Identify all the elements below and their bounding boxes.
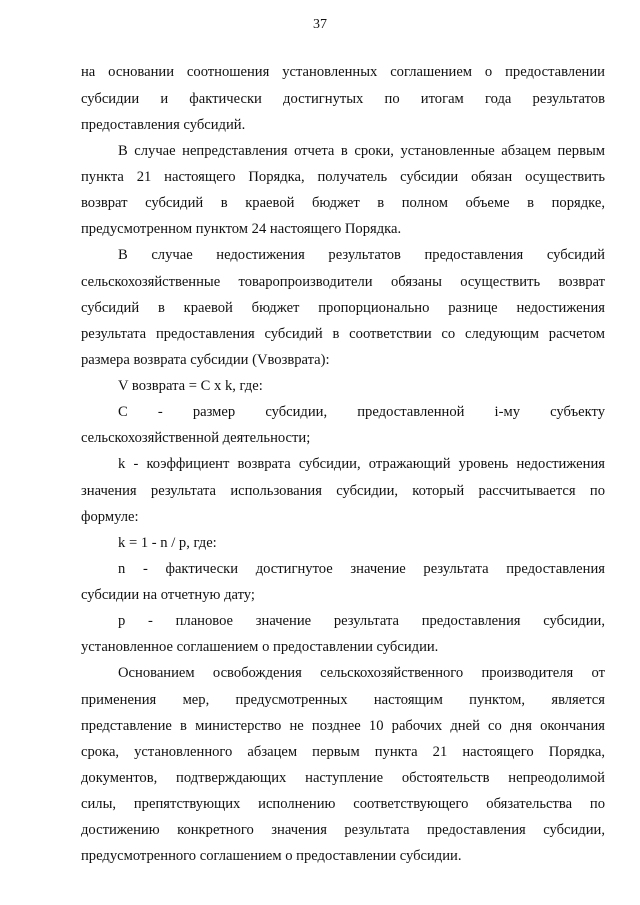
text-line: p - плановое значение результата предоставления субсидии, (118, 613, 605, 629)
text-line: предоставления субсидий. (81, 117, 246, 133)
text-line: субсидии и фактически достигнутых по итогам года результатов (81, 91, 605, 107)
text-line: пункта 21 настоящего Порядка, получатель субсидии обязан осуществить (81, 169, 605, 185)
text-line: В случае недостижения результатов предоставления субсидий (118, 247, 605, 263)
text-line: V возврата = С х k, где: (118, 378, 263, 394)
text-line: формуле: (81, 509, 139, 525)
text-line: субсидий в краевой бюджет пропорционально разнице недостижения (81, 300, 605, 316)
text-line: предусмотренном пунктом 24 настоящего Порядка. (81, 221, 402, 237)
text-line: Основанием освобождения сельскохозяйственного производителя от (118, 665, 605, 681)
text-line: возврат субсидий в краевой бюджет в полном объеме в порядке, (81, 195, 605, 211)
text-line: размера возврата субсидии (Vвозврата): (81, 352, 330, 368)
text-line: применения мер, предусмотренных настоящим пунктом, является (81, 692, 605, 708)
text-line: субсидии на отчетную дату; (81, 587, 255, 603)
text-line: результата предоставления субсидий в соответствии со следующим расчетом (81, 326, 605, 342)
text-line: С - размер субсидии, предоставленной i-му субъекту (118, 404, 605, 420)
text-line: сельскохозяйственные товаропроизводители обязаны осуществить возврат (81, 274, 605, 290)
text-line: предусмотренного соглашением о предоставлении субсидии. (81, 848, 462, 864)
text-line: n - фактически достигнутое значение результата предоставления (118, 561, 605, 577)
text-line: значения результата использования субсидии, который рассчитывается по (81, 483, 605, 499)
text-line: представление в министерство не позднее 10 рабочих дней со дня окончания (81, 718, 605, 734)
text-line: установленное соглашением о предоставлении субсидии. (81, 639, 439, 655)
page-number: 37 (313, 17, 327, 32)
text-line: сельскохозяйственной деятельности; (81, 430, 311, 446)
text-line: срока, установленного абзацем первым пункта 21 настоящего Порядка, (81, 744, 605, 760)
text-line: на основании соотношения установленных соглашением о предоставлении (81, 64, 605, 80)
text-line: силы, препятствующих исполнению соответствующего обязательства по (81, 796, 605, 812)
text-line: В случае непредставления отчета в сроки, установленные абзацем первым (118, 143, 605, 159)
text-line: документов, подтверждающих наступление обстоятельств непреодолимой (81, 770, 605, 786)
text-line: достижению конкретного значения результата предоставления субсидии, (81, 822, 605, 838)
text-line: k = 1 - n / p, где: (118, 535, 217, 551)
text-line: k - коэффициент возврата субсидии, отражающий уровень недостижения (118, 456, 605, 472)
